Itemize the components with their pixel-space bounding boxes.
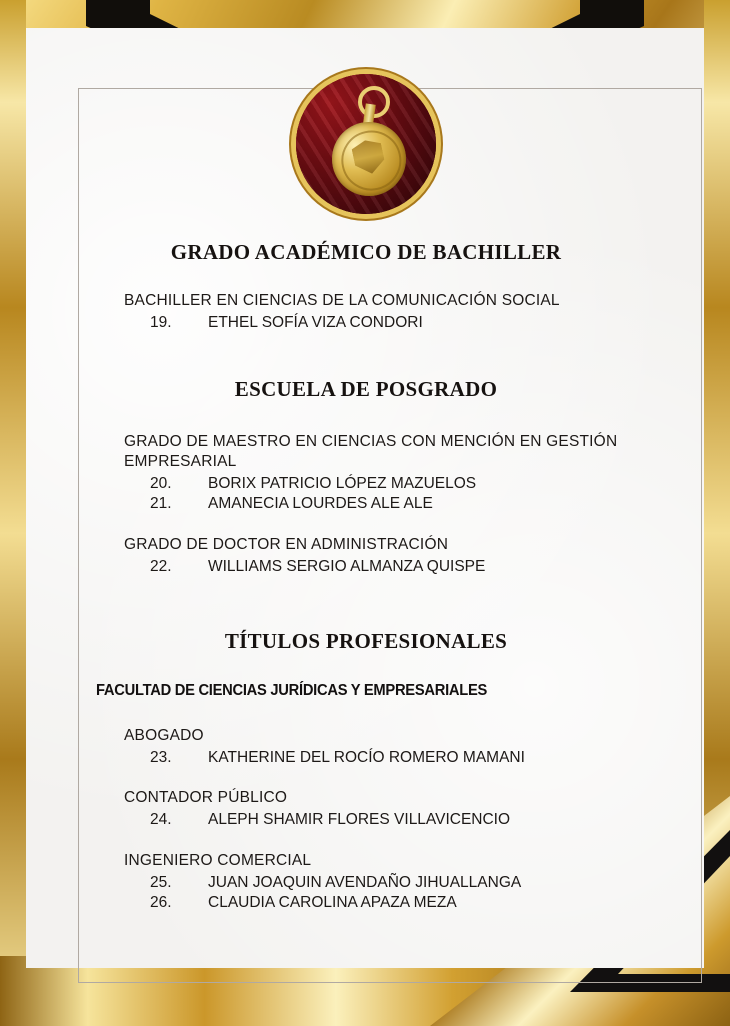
section-heading-grado-bachiller: GRADO ACADÉMICO DE BACHILLER — [170, 240, 562, 264]
program-block — [96, 788, 636, 830]
graduation-medal-icon — [296, 74, 436, 214]
program-title: GRADO DE MAESTRO EN CIENCIAS CON MENCIÓN EN GESTIÓN EMPRESARIAL — [124, 433, 618, 471]
graduate-name: CLAUDIA CAROLINA APAZA MEZA — [208, 893, 457, 911]
program-block — [96, 535, 636, 577]
program-title: BACHILLER EN CIENCIAS DE LA COMUNICACIÓN SOCIAL — [124, 292, 560, 309]
list-item — [96, 810, 636, 830]
faculty-title: FACULTAD DE CIENCIAS JURÍDICAS Y EMPRESARIALES — [96, 682, 488, 700]
section-heading-titulos-profesionales: TÍTULOS PROFESIONALES — [224, 629, 508, 654]
graduate-number: 22. — [150, 557, 172, 575]
list-item — [96, 494, 636, 514]
graduate-list — [96, 474, 636, 515]
graduate-number: 21. — [150, 495, 172, 513]
graduate-name: BORIX PATRICIO LÓPEZ MAZUELOS — [208, 474, 477, 492]
list-item — [96, 313, 636, 333]
graduate-list — [96, 873, 636, 914]
program-title: CONTADOR PÚBLICO — [124, 789, 288, 807]
program-block — [96, 851, 636, 914]
graduate-name: ETHEL SOFÍA VIZA CONDORI — [208, 313, 423, 331]
program-title: ABOGADO — [124, 727, 204, 745]
program-block — [96, 726, 636, 768]
graduate-name: AMANECIA LOURDES ALE ALE — [208, 495, 433, 513]
graduate-list — [96, 810, 636, 830]
graduate-list — [96, 313, 636, 333]
graduate-name: WILLIAMS SERGIO ALMANZA QUISPE — [208, 557, 486, 575]
list-item — [96, 873, 636, 893]
program-title: INGENIERO COMERCIAL — [124, 851, 312, 869]
graduate-name: JUAN JOAQUIN AVENDAÑO JIHUALLANGA — [208, 873, 522, 891]
list-item — [96, 557, 636, 577]
graduate-number: 24. — [150, 811, 172, 829]
certificate-content — [96, 240, 636, 933]
list-item — [96, 748, 636, 768]
graduate-list — [96, 557, 636, 577]
graduate-name: ALEPH SHAMIR FLORES VILLAVICENCIO — [208, 811, 511, 829]
program-title: GRADO DE DOCTOR EN ADMINISTRACIÓN — [124, 535, 449, 553]
graduate-number: 23. — [150, 748, 172, 766]
graduate-list — [96, 748, 636, 768]
section-heading-escuela-posgrado: ESCUELA DE POSGRADO — [234, 377, 498, 402]
graduate-name: KATHERINE DEL ROCÍO ROMERO MAMANI — [208, 748, 525, 766]
gold-left-border-decoration — [0, 0, 26, 1026]
program-block — [96, 291, 636, 333]
graduate-number: 20. — [150, 474, 172, 492]
graduate-number: 26. — [150, 893, 172, 911]
medal-crest-icon — [350, 137, 386, 176]
program-block — [96, 432, 636, 515]
graduate-number: 19. — [150, 313, 172, 331]
list-item — [96, 893, 636, 913]
list-item — [96, 474, 636, 494]
graduate-number: 25. — [150, 873, 172, 891]
